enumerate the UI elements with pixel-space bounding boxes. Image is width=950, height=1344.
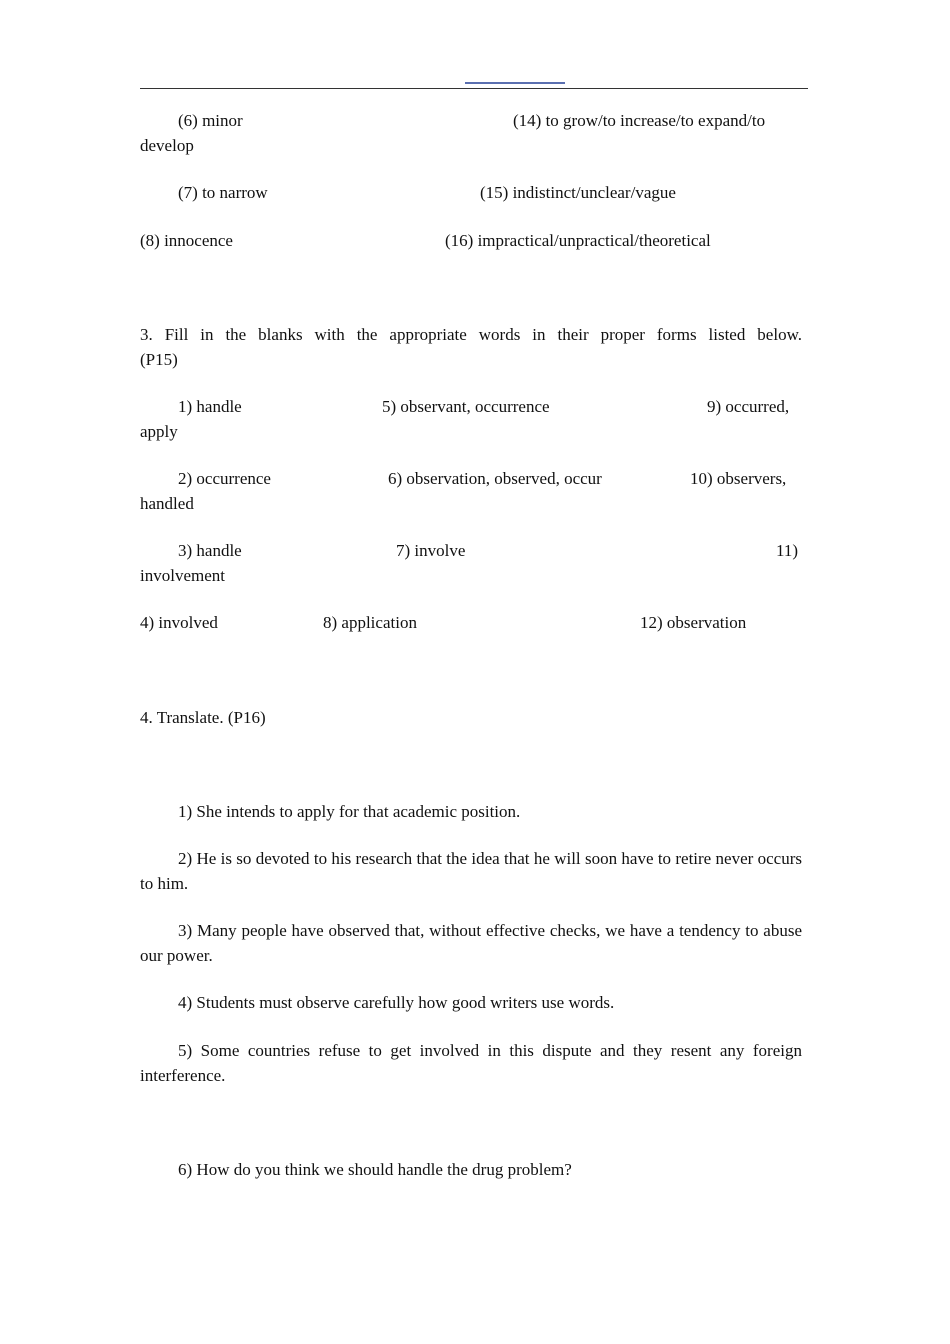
- answer-14: (14) to grow/to increase/to expand/to: [513, 111, 766, 130]
- section-3-title-ref: (P15): [140, 350, 178, 369]
- blank-answer: 5) observant, occurrence: [382, 397, 550, 416]
- blank-answer: 1) handle: [178, 397, 242, 416]
- blank-answer: 8) application: [323, 613, 417, 632]
- answer-14-wrap: develop: [140, 136, 194, 155]
- blank-answer: 9) occurred,: [707, 397, 790, 416]
- translation-item-1: 1) She intends to apply for that academic position.: [178, 802, 521, 821]
- header-rule: [140, 88, 808, 89]
- section-3-title: 3. Fill in the blanks with the appropriate words in their proper forms listed below.: [140, 325, 802, 344]
- translation-item-6: 6) How do you think we should handle the drug problem?: [178, 1160, 572, 1179]
- translation-item-2: 2) He is so devoted to his research that the idea that he will soon have to retire never occurs to him.: [140, 849, 802, 893]
- answer-8: (8) innocence: [140, 231, 233, 250]
- section-4-title: 4. Translate. (P16): [140, 708, 266, 727]
- answer-15: (15) indistinct/unclear/vague: [480, 183, 676, 202]
- blank-answer: 7) involve: [396, 541, 466, 560]
- header-accent-line: [465, 82, 565, 84]
- answer-6: (6) minor: [178, 111, 243, 130]
- translation-item-4: 4) Students must observe carefully how good writers use words.: [178, 993, 615, 1012]
- blank-answer: 12) observation: [640, 613, 747, 632]
- answer-7: (7) to narrow: [178, 183, 268, 202]
- blank-answer: 10) observers,: [690, 469, 787, 488]
- blank-answer: 6) observation, observed, occur: [388, 469, 602, 488]
- translation-item-5: 5) Some countries refuse to get involved in this dispute and they resent any foreign interference.: [140, 1041, 802, 1085]
- blank-answer: 11): [776, 541, 799, 560]
- blank-answer: 3) handle: [178, 541, 242, 560]
- blank-answer: 4) involved: [140, 613, 218, 632]
- blank-answer-wrap: handled: [140, 494, 194, 513]
- blank-answer-wrap: involvement: [140, 566, 225, 585]
- blank-answer-wrap: apply: [140, 422, 178, 441]
- answer-16: (16) impractical/unpractical/theoretical: [445, 231, 711, 250]
- blank-answer: 2) occurrence: [178, 469, 271, 488]
- translation-item-3: 3) Many people have observed that, without effective checks, we have a tendency to abuse our power.: [140, 921, 802, 965]
